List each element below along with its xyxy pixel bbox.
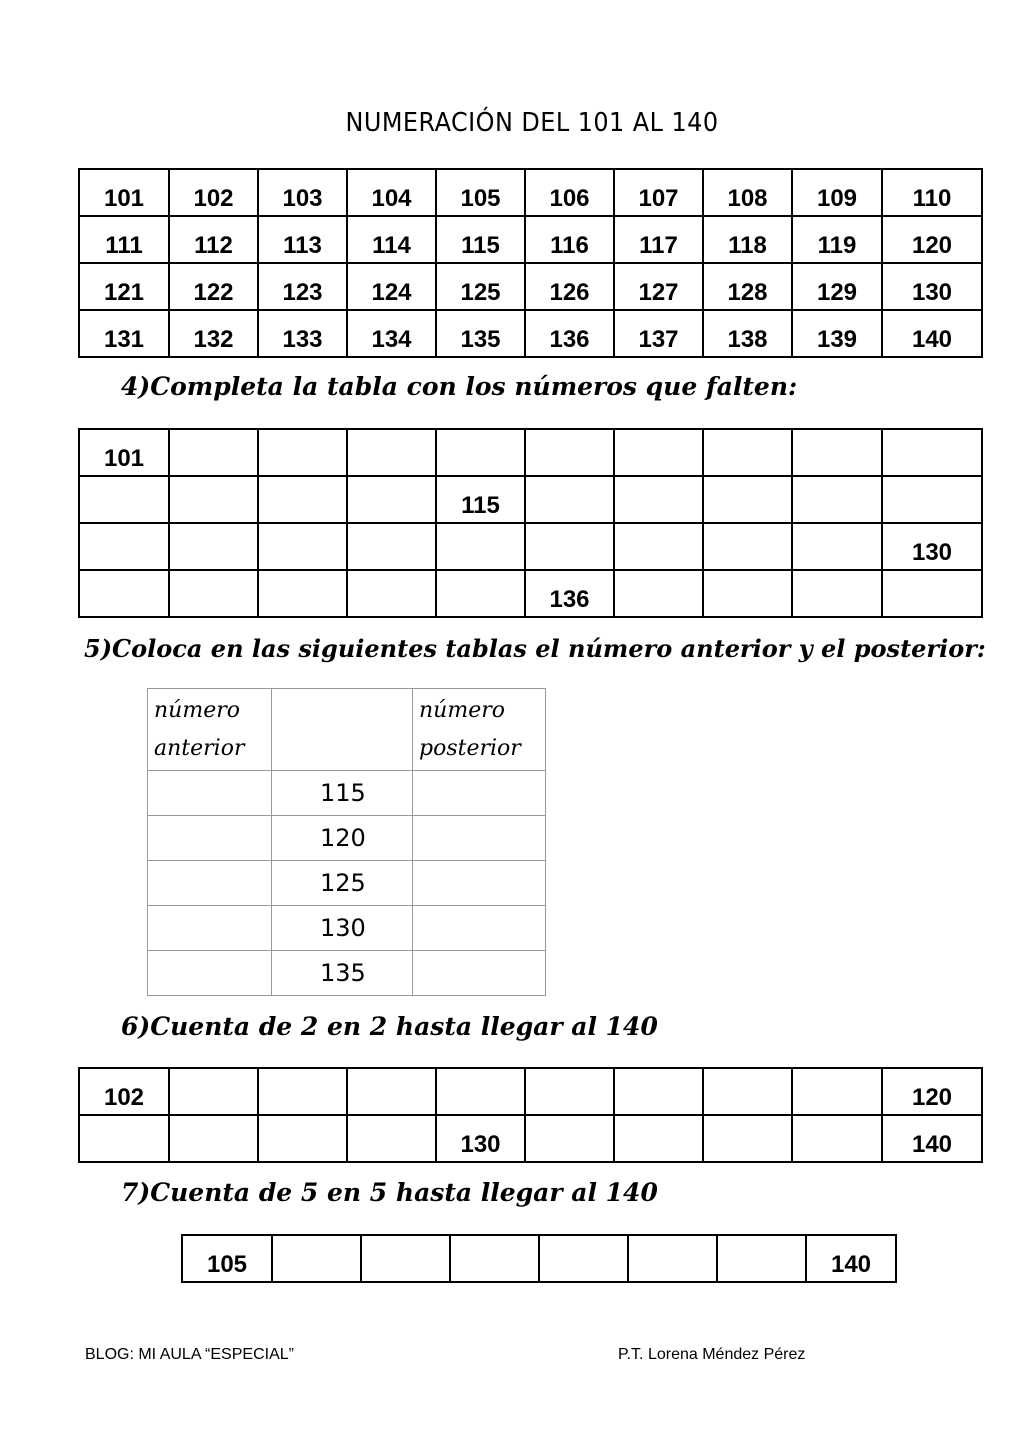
table-cell[interactable] bbox=[792, 523, 882, 570]
cell-value: 131 bbox=[103, 326, 145, 353]
cell-value bbox=[704, 1086, 791, 1114]
table-cell bbox=[525, 570, 614, 617]
cell-value: 115 bbox=[461, 492, 500, 519]
table-cell[interactable] bbox=[614, 1115, 703, 1162]
cell-value bbox=[615, 494, 702, 522]
table-row bbox=[79, 1068, 982, 1115]
cell-value: 134 bbox=[371, 326, 412, 353]
table-cell[interactable] bbox=[436, 429, 525, 476]
exercise-4-table bbox=[78, 428, 983, 618]
header-previous-line1: número bbox=[154, 697, 240, 723]
table-cell bbox=[882, 1068, 982, 1115]
cell-value: 117 bbox=[639, 232, 678, 259]
table-cell[interactable] bbox=[703, 1068, 792, 1115]
cell-value bbox=[526, 541, 613, 569]
table-cell[interactable] bbox=[272, 1235, 361, 1282]
given-number: 115 bbox=[272, 771, 413, 816]
cell-value bbox=[437, 447, 524, 475]
table-cell bbox=[182, 1235, 272, 1282]
table-cell[interactable] bbox=[882, 429, 982, 476]
cell-value: 111 bbox=[105, 232, 143, 259]
cell-value bbox=[883, 494, 981, 522]
table-cell bbox=[79, 1068, 169, 1115]
cell-value: 135 bbox=[460, 326, 501, 353]
table-cell bbox=[79, 310, 169, 357]
cell-value: 102 bbox=[103, 1084, 145, 1111]
cell-value: 105 bbox=[206, 1251, 248, 1278]
cell-value bbox=[793, 541, 881, 569]
table-cell bbox=[525, 169, 614, 216]
cell-value: 132 bbox=[193, 326, 234, 353]
previous-number-cell[interactable] bbox=[148, 906, 272, 951]
cell-value: 121 bbox=[103, 279, 145, 306]
table-cell[interactable] bbox=[169, 429, 258, 476]
table-cell[interactable] bbox=[169, 523, 258, 570]
table-cell[interactable] bbox=[614, 570, 703, 617]
table-cell[interactable] bbox=[717, 1235, 806, 1282]
table-cell bbox=[169, 263, 258, 310]
table-cell[interactable] bbox=[882, 476, 982, 523]
numbers-table bbox=[78, 168, 983, 358]
table-cell bbox=[258, 216, 347, 263]
table-cell bbox=[436, 169, 525, 216]
exercise-7-heading: 7)Cuenta de 5 en 5 hasta llegar al 140 bbox=[121, 1178, 658, 1207]
table-cell[interactable] bbox=[79, 523, 169, 570]
table-cell[interactable] bbox=[703, 476, 792, 523]
table-cell bbox=[169, 310, 258, 357]
cell-value: 101 bbox=[103, 185, 145, 212]
next-number-cell[interactable] bbox=[413, 771, 546, 816]
table-cell bbox=[436, 476, 525, 523]
exercise-5-table bbox=[147, 688, 546, 996]
table-cell bbox=[703, 216, 792, 263]
table-row bbox=[79, 523, 982, 570]
table-cell bbox=[525, 263, 614, 310]
cell-value: 113 bbox=[283, 232, 322, 259]
table-cell[interactable] bbox=[258, 476, 347, 523]
table-cell[interactable] bbox=[525, 523, 614, 570]
cell-value: 137 bbox=[638, 326, 679, 353]
cell-value: 130 bbox=[460, 1131, 501, 1158]
footer-blog: BLOG: MI AULA “ESPECIAL” bbox=[85, 1346, 294, 1363]
table-cell[interactable] bbox=[628, 1235, 717, 1282]
table-cell bbox=[792, 169, 882, 216]
cell-value: 125 bbox=[460, 279, 501, 306]
cell-value bbox=[170, 1133, 257, 1161]
table-cell bbox=[347, 263, 436, 310]
cell-value bbox=[793, 494, 881, 522]
table-cell[interactable] bbox=[347, 476, 436, 523]
cell-value: 130 bbox=[911, 279, 953, 306]
cell-value: 101 bbox=[103, 445, 145, 472]
table-cell[interactable] bbox=[614, 1068, 703, 1115]
header-previous-number bbox=[148, 689, 272, 771]
table-cell bbox=[703, 310, 792, 357]
table-cell[interactable] bbox=[614, 476, 703, 523]
cell-value: 102 bbox=[193, 185, 234, 212]
cell-value bbox=[80, 541, 168, 569]
table-cell bbox=[347, 169, 436, 216]
cell-value: 106 bbox=[549, 185, 590, 212]
cell-value bbox=[526, 1086, 613, 1114]
cell-value: 136 bbox=[549, 586, 590, 613]
table-cell bbox=[882, 523, 982, 570]
cell-value bbox=[437, 1086, 524, 1114]
given-number: 120 bbox=[272, 816, 413, 861]
table-cell[interactable] bbox=[79, 476, 169, 523]
previous-number-cell[interactable] bbox=[148, 861, 272, 906]
cell-value: 127 bbox=[638, 279, 679, 306]
cell-value bbox=[80, 1133, 168, 1161]
table-cell[interactable] bbox=[525, 429, 614, 476]
table-cell[interactable] bbox=[347, 570, 436, 617]
given-number: 135 bbox=[272, 951, 413, 996]
table-cell bbox=[882, 169, 982, 216]
table-cell bbox=[792, 263, 882, 310]
table-cell[interactable] bbox=[361, 1235, 450, 1282]
cell-value: 104 bbox=[371, 185, 412, 212]
table-cell bbox=[806, 1235, 896, 1282]
table-cell[interactable] bbox=[525, 476, 614, 523]
cell-value: 129 bbox=[816, 279, 858, 306]
next-number-cell[interactable] bbox=[413, 816, 546, 861]
cell-value bbox=[615, 541, 702, 569]
table-row bbox=[79, 310, 982, 357]
table-cell[interactable] bbox=[792, 429, 882, 476]
cell-value bbox=[793, 447, 881, 475]
table-cell bbox=[436, 1115, 525, 1162]
cell-value bbox=[704, 447, 791, 475]
table-cell[interactable] bbox=[614, 429, 703, 476]
cell-value: 115 bbox=[461, 232, 500, 259]
table-cell[interactable] bbox=[258, 523, 347, 570]
cell-value bbox=[437, 541, 524, 569]
table-cell[interactable] bbox=[258, 1115, 347, 1162]
header-next-line1: número bbox=[419, 697, 505, 723]
cell-value bbox=[704, 588, 791, 616]
cell-value bbox=[704, 541, 791, 569]
table-cell[interactable] bbox=[258, 1068, 347, 1115]
cell-value: 109 bbox=[816, 185, 858, 212]
footer-author: P.T. Lorena Méndez Pérez bbox=[618, 1346, 806, 1363]
cell-value bbox=[259, 541, 346, 569]
cell-value bbox=[259, 494, 346, 522]
next-number-cell[interactable] bbox=[413, 861, 546, 906]
cell-value bbox=[259, 588, 346, 616]
table-cell[interactable] bbox=[436, 570, 525, 617]
table-cell bbox=[79, 169, 169, 216]
cell-value bbox=[348, 1133, 435, 1161]
cell-value: 107 bbox=[638, 185, 679, 212]
table-cell bbox=[882, 216, 982, 263]
cell-value: 122 bbox=[193, 279, 234, 306]
table-cell bbox=[436, 310, 525, 357]
header-next-number bbox=[413, 689, 546, 771]
table-cell[interactable] bbox=[703, 523, 792, 570]
table-cell bbox=[79, 263, 169, 310]
cell-value: 105 bbox=[460, 185, 501, 212]
cell-value: 114 bbox=[372, 232, 411, 259]
header-next-line2: posterior bbox=[419, 735, 521, 761]
cell-value: 140 bbox=[911, 326, 953, 353]
cell-value bbox=[793, 1133, 881, 1161]
table-cell[interactable] bbox=[792, 570, 882, 617]
cell-value: 136 bbox=[549, 326, 590, 353]
table-cell bbox=[347, 310, 436, 357]
cell-value bbox=[259, 1086, 346, 1114]
cell-value bbox=[629, 1253, 716, 1281]
exercise-4-heading: 4)Completa la tabla con los números que falten: bbox=[121, 372, 798, 401]
cell-value bbox=[615, 1133, 702, 1161]
cell-value bbox=[883, 588, 981, 616]
table-row bbox=[79, 476, 982, 523]
cell-value bbox=[704, 494, 791, 522]
table-cell bbox=[258, 169, 347, 216]
table-row bbox=[182, 1235, 896, 1282]
cell-value: 123 bbox=[282, 279, 323, 306]
cell-value: 108 bbox=[727, 185, 768, 212]
cell-value bbox=[170, 1086, 257, 1114]
table-cell[interactable] bbox=[525, 1115, 614, 1162]
table-cell[interactable] bbox=[79, 570, 169, 617]
cell-value bbox=[80, 588, 168, 616]
cell-value bbox=[793, 1086, 881, 1114]
table-cell[interactable] bbox=[169, 1068, 258, 1115]
cell-value bbox=[348, 1086, 435, 1114]
previous-number-cell[interactable] bbox=[148, 771, 272, 816]
cell-value bbox=[883, 447, 981, 475]
next-number-cell[interactable] bbox=[413, 906, 546, 951]
cell-value bbox=[704, 1133, 791, 1161]
table-cell bbox=[882, 263, 982, 310]
table-cell[interactable] bbox=[525, 1068, 614, 1115]
table-cell[interactable] bbox=[436, 1068, 525, 1115]
given-number: 130 bbox=[272, 906, 413, 951]
table-cell[interactable] bbox=[539, 1235, 628, 1282]
cell-value bbox=[170, 588, 257, 616]
cell-value: 120 bbox=[911, 232, 953, 259]
table-cell bbox=[614, 169, 703, 216]
next-number-cell[interactable] bbox=[413, 951, 546, 996]
cell-value bbox=[718, 1253, 805, 1281]
table-cell bbox=[614, 310, 703, 357]
table-cell[interactable] bbox=[169, 1115, 258, 1162]
cell-value: 133 bbox=[282, 326, 323, 353]
table-row bbox=[79, 1115, 982, 1162]
table-row bbox=[148, 816, 546, 861]
table-cell[interactable] bbox=[258, 429, 347, 476]
table-cell[interactable] bbox=[882, 570, 982, 617]
table-row bbox=[79, 216, 982, 263]
table-cell[interactable] bbox=[703, 570, 792, 617]
cell-value bbox=[348, 447, 435, 475]
cell-value: 124 bbox=[371, 279, 412, 306]
cell-value bbox=[348, 541, 435, 569]
table-cell bbox=[169, 169, 258, 216]
table-cell bbox=[703, 169, 792, 216]
table-cell bbox=[258, 310, 347, 357]
header-previous-line2: anterior bbox=[154, 735, 245, 761]
cell-value bbox=[80, 494, 168, 522]
table-cell bbox=[703, 263, 792, 310]
table-cell[interactable] bbox=[436, 523, 525, 570]
cell-value bbox=[437, 588, 524, 616]
exercise-6-heading: 6)Cuenta de 2 en 2 hasta llegar al 140 bbox=[121, 1012, 658, 1041]
cell-value: 140 bbox=[830, 1251, 872, 1278]
cell-value bbox=[451, 1253, 538, 1281]
cell-value bbox=[615, 588, 702, 616]
table-cell bbox=[79, 216, 169, 263]
table-row bbox=[148, 861, 546, 906]
table-cell[interactable] bbox=[792, 476, 882, 523]
table-cell bbox=[436, 263, 525, 310]
previous-number-cell[interactable] bbox=[148, 816, 272, 861]
cell-value bbox=[170, 494, 257, 522]
cell-value bbox=[259, 1133, 346, 1161]
cell-value bbox=[526, 447, 613, 475]
table-row bbox=[79, 429, 982, 476]
table-cell[interactable] bbox=[347, 1068, 436, 1115]
cell-value bbox=[170, 447, 257, 475]
table-cell bbox=[792, 216, 882, 263]
table-cell[interactable] bbox=[703, 429, 792, 476]
cell-value bbox=[615, 447, 702, 475]
cell-value bbox=[259, 447, 346, 475]
exercise-7-table bbox=[181, 1234, 897, 1283]
table-cell bbox=[436, 216, 525, 263]
page-title: NUMERACIÓN DEL 101 AL 140 bbox=[345, 108, 719, 138]
table-row bbox=[148, 951, 546, 996]
table-cell bbox=[79, 429, 169, 476]
table-cell bbox=[169, 216, 258, 263]
table-cell bbox=[258, 263, 347, 310]
cell-value: 126 bbox=[549, 279, 590, 306]
table-cell[interactable] bbox=[347, 523, 436, 570]
table-row bbox=[79, 570, 982, 617]
header-number-blank bbox=[272, 689, 413, 771]
table-row bbox=[79, 263, 982, 310]
table-cell bbox=[882, 1115, 982, 1162]
table-cell[interactable] bbox=[79, 1115, 169, 1162]
table-cell[interactable] bbox=[450, 1235, 539, 1282]
cell-value bbox=[348, 494, 435, 522]
cell-value bbox=[362, 1253, 449, 1281]
cell-value: 119 bbox=[817, 232, 857, 259]
table-cell[interactable] bbox=[614, 523, 703, 570]
exercise-5-heading: 5)Coloca en las siguientes tablas el número anterior y el posterior: bbox=[84, 634, 986, 663]
table-cell[interactable] bbox=[792, 1068, 882, 1115]
table-cell[interactable] bbox=[169, 476, 258, 523]
table-cell bbox=[614, 263, 703, 310]
cell-value: 139 bbox=[816, 326, 858, 353]
cell-value: 103 bbox=[282, 185, 323, 212]
table-cell[interactable] bbox=[703, 1115, 792, 1162]
cell-value bbox=[170, 541, 257, 569]
cell-value: 110 bbox=[912, 185, 952, 212]
table-cell bbox=[882, 310, 982, 357]
exercise-6-table bbox=[78, 1067, 983, 1163]
cell-value: 130 bbox=[911, 539, 953, 566]
table-cell bbox=[792, 310, 882, 357]
cell-value: 118 bbox=[728, 232, 767, 259]
previous-number-cell[interactable] bbox=[148, 951, 272, 996]
table-row bbox=[79, 169, 982, 216]
table-cell[interactable] bbox=[792, 1115, 882, 1162]
cell-value bbox=[526, 494, 613, 522]
table-cell bbox=[347, 216, 436, 263]
table-cell bbox=[525, 216, 614, 263]
table-row bbox=[148, 906, 546, 951]
table-cell[interactable] bbox=[169, 570, 258, 617]
table-row bbox=[148, 771, 546, 816]
cell-value bbox=[540, 1253, 627, 1281]
cell-value bbox=[615, 1086, 702, 1114]
table-cell bbox=[614, 216, 703, 263]
table-cell bbox=[525, 310, 614, 357]
cell-value: 140 bbox=[911, 1131, 953, 1158]
cell-value bbox=[793, 588, 881, 616]
table-cell[interactable] bbox=[258, 570, 347, 617]
cell-value bbox=[273, 1253, 360, 1281]
cell-value: 120 bbox=[911, 1084, 953, 1111]
cell-value bbox=[348, 588, 435, 616]
table-cell[interactable] bbox=[347, 1115, 436, 1162]
cell-value: 128 bbox=[727, 279, 768, 306]
cell-value: 138 bbox=[727, 326, 768, 353]
cell-value: 112 bbox=[194, 232, 233, 259]
cell-value: 116 bbox=[550, 232, 589, 259]
given-number: 125 bbox=[272, 861, 413, 906]
cell-value bbox=[526, 1133, 613, 1161]
table-cell[interactable] bbox=[347, 429, 436, 476]
